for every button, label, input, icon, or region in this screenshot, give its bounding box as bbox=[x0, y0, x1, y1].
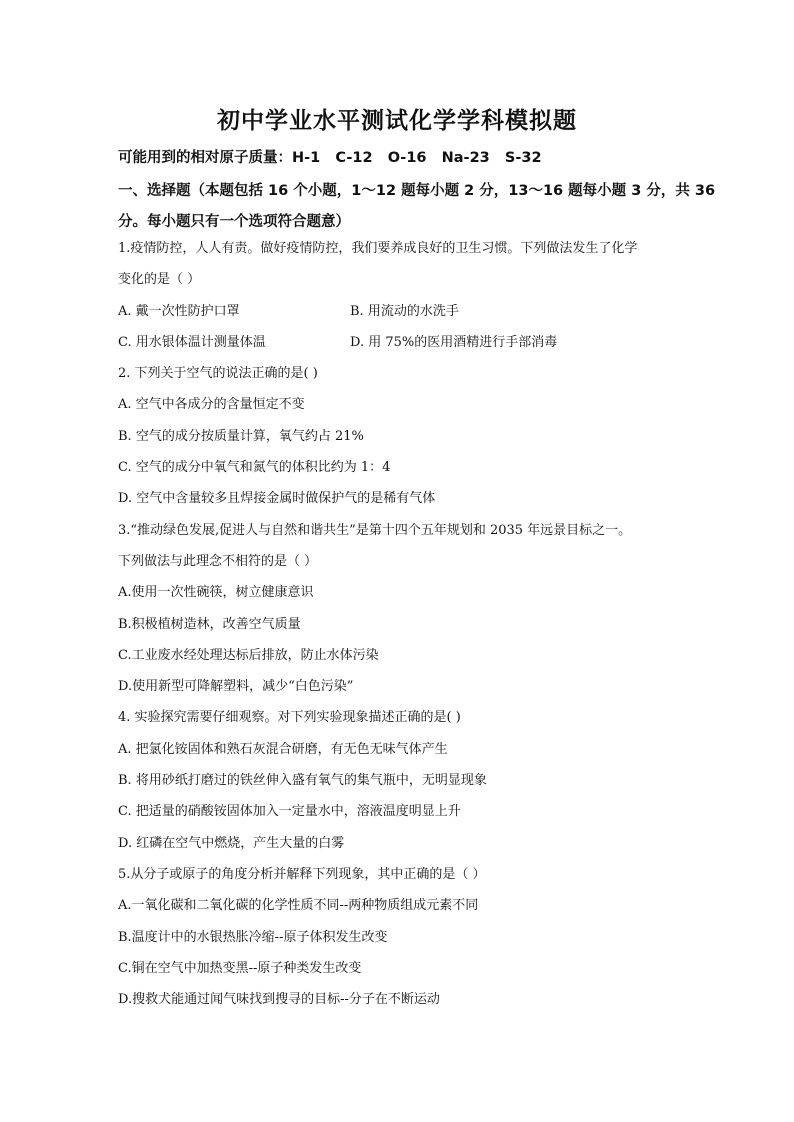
question-5-option-c: C.铜在空气中加热变黑--原子种类发生改变 bbox=[118, 960, 362, 976]
section-heading-line-2: 分。每小题只有一个选项符合题意） bbox=[118, 214, 350, 230]
question-2-option-c: C. 空气的成分中氧气和氮气的体积比约为 1：4 bbox=[118, 460, 391, 476]
question-1-options-row-1 bbox=[118, 296, 688, 327]
question-3-stem-line-2: 下列做法与此理念不相符的是（ ） bbox=[118, 553, 318, 569]
question-1-stem-line-1: 1.疫情防控，人人有责。做好疫情防控，我们要养成良好的卫生习惯。下列做法发生了化学 bbox=[118, 241, 638, 256]
section-heading bbox=[118, 176, 716, 238]
question-5-option-d: D.搜救犬能通过闻气味找到搜寻的目标--分子在不断运动 bbox=[118, 992, 440, 1008]
question-1 bbox=[118, 233, 688, 358]
question-4-option-a: A. 把氯化铵固体和熟石灰混合研磨，有无色无味气体产生 bbox=[118, 741, 448, 757]
question-1-option-d: D. 用 75%的医用酒精进行手部消毒 bbox=[350, 334, 558, 350]
question-1-stem-line-2: 变化的是（ ） bbox=[118, 272, 201, 288]
question-1-option-b: B. 用流动的水洗手 bbox=[350, 303, 459, 319]
question-2-option-b: B. 空气的成分按质量计算，氧气约占 21% bbox=[118, 428, 364, 444]
question-4-option-c: C. 把适量的硝酸铵固体加入一定量水中，溶液温度明显上升 bbox=[118, 804, 461, 820]
question-3-option-b: B.积极植树造林，改善空气质量 bbox=[118, 616, 301, 632]
question-1-option-a: A. 戴一次性防护口罩 bbox=[118, 303, 240, 319]
question-5-option-a: A.一氧化碳和二氧化碳的化学性质不同--两种物质组成元素不同 bbox=[118, 898, 479, 914]
question-1-option-c: C. 用水银体温计测量体温 bbox=[118, 334, 266, 350]
question-3-option-c: C.工业废水经处理达标后排放，防止水体污染 bbox=[118, 647, 379, 663]
question-4 bbox=[118, 702, 688, 858]
page-title: 初中学业水平测试化学学科模拟题 bbox=[217, 108, 577, 134]
question-2-stem: 2. 下列关于空气的说法正确的是( ) bbox=[118, 366, 318, 382]
question-list bbox=[118, 233, 688, 1015]
atomic-mass-note: 可能用到的相对原子质量：H-1 C-12 O-16 Na-23 S-32 bbox=[118, 150, 542, 166]
question-5 bbox=[118, 859, 688, 1015]
question-3-stem-line-1: 3.“推动绿色发展,促进人与自然和谐共生”是第十四个五年规划和 2035 年远景目标之一。 bbox=[118, 522, 632, 538]
question-1-options-row-2 bbox=[118, 327, 688, 358]
question-5-stem: 5.从分子或原子的角度分析并解释下列现象，其中正确的是（ ） bbox=[118, 866, 486, 882]
question-3 bbox=[118, 515, 688, 703]
question-4-option-d: D. 红磷在空气中燃烧，产生大量的白雾 bbox=[118, 835, 345, 851]
question-4-stem: 4. 实验探究需要仔细观察。对下列实验现象描述正确的是( ) bbox=[118, 710, 461, 726]
question-3-option-d: D.使用新型可降解塑料，减少“白色污染” bbox=[118, 679, 354, 695]
question-2 bbox=[118, 358, 688, 514]
question-4-option-b: B. 将用砂纸打磨过的铁丝伸入盛有氧气的集气瓶中，无明显现象 bbox=[118, 773, 487, 789]
section-heading-line-1: 一、选择题（本题包括 16 个小题，1～12 题每小题 2 分，13～16 题每小题 3 分，共 36 bbox=[118, 183, 716, 199]
question-2-option-d: D. 空气中含量较多且焊接金属时做保护气的是稀有气体 bbox=[118, 491, 436, 507]
question-5-option-b: B.温度计中的水银热胀冷缩--原子体积发生改变 bbox=[118, 929, 388, 945]
question-3-option-a: A.使用一次性碗筷，树立健康意识 bbox=[118, 585, 314, 601]
question-2-option-a: A. 空气中各成分的含量恒定不变 bbox=[118, 397, 305, 413]
